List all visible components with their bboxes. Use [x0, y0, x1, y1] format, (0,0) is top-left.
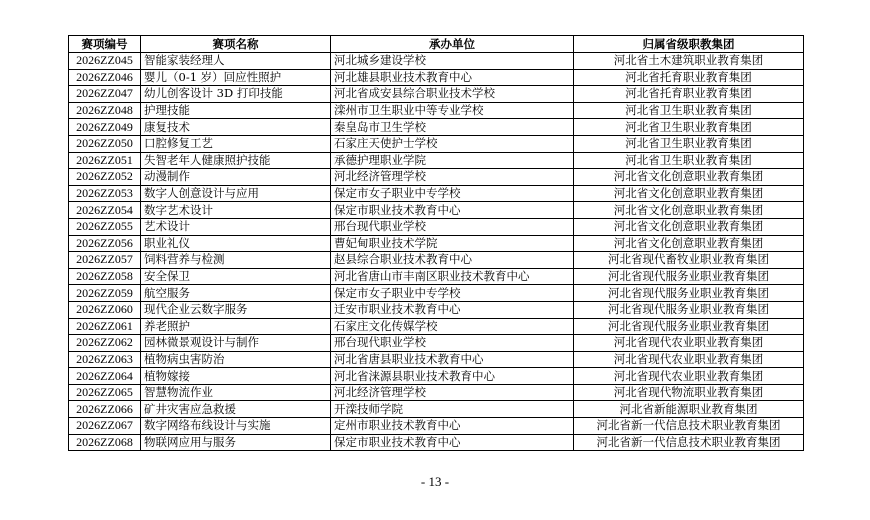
cell-host: 滦州市卫生职业中等专业学校 [331, 102, 574, 119]
table-row [69, 384, 804, 401]
cell-host: 曹妃甸职业技术学院 [331, 235, 574, 252]
cell-name: 口腔修复工艺 [141, 135, 331, 152]
cell-host: 秦皇岛市卫生学校 [331, 119, 574, 136]
cell-group: 河北省托育职业教育集团 [574, 69, 804, 86]
table-row [69, 119, 804, 136]
table-row [69, 301, 804, 318]
cell-host: 迁安市职业技术教育中心 [331, 301, 574, 318]
cell-group: 河北省卫生职业教育集团 [574, 119, 804, 136]
cell-name: 植物病虫害防治 [141, 351, 331, 368]
cell-code: 2026ZZ053 [69, 185, 141, 202]
cell-code: 2026ZZ065 [69, 384, 141, 401]
cell-name: 矿井灾害应急救援 [141, 401, 331, 418]
table-row [69, 418, 804, 435]
cell-name: 饲料营养与检测 [141, 252, 331, 269]
cell-name: 康复技术 [141, 119, 331, 136]
cell-code: 2026ZZ052 [69, 169, 141, 186]
cell-code: 2026ZZ067 [69, 418, 141, 435]
table-row [69, 401, 804, 418]
table-row [69, 102, 804, 119]
cell-group: 河北省文化创意职业教育集团 [574, 185, 804, 202]
cell-host: 定州市职业技术教育中心 [331, 418, 574, 435]
cell-host: 河北经济管理学校 [331, 169, 574, 186]
table-row [69, 318, 804, 335]
cell-name: 艺术设计 [141, 218, 331, 235]
cell-code: 2026ZZ062 [69, 335, 141, 352]
cell-name: 动漫制作 [141, 169, 331, 186]
header-group: 归属省级职教集团 [574, 36, 804, 53]
cell-name: 智慧物流作业 [141, 384, 331, 401]
cell-name: 现代企业云数字服务 [141, 301, 331, 318]
cell-name: 植物嫁接 [141, 368, 331, 385]
cell-name: 园林微景观设计与制作 [141, 335, 331, 352]
cell-group: 河北省现代农业职业教育集团 [574, 368, 804, 385]
table-row [69, 152, 804, 169]
cell-group: 河北省托育职业教育集团 [574, 86, 804, 103]
header-code: 赛项编号 [69, 36, 141, 53]
cell-group: 河北省现代服务业职业教育集团 [574, 268, 804, 285]
cell-host: 河北经济管理学校 [331, 384, 574, 401]
cell-name: 物联网应用与服务 [141, 434, 331, 451]
cell-group: 河北省卫生职业教育集团 [574, 102, 804, 119]
cell-name: 数字艺术设计 [141, 202, 331, 219]
cell-group: 河北省现代畜牧业职业教育集团 [574, 252, 804, 269]
cell-group: 河北省现代农业职业教育集团 [574, 351, 804, 368]
competition-table [68, 35, 804, 451]
cell-group: 河北省文化创意职业教育集团 [574, 235, 804, 252]
cell-code: 2026ZZ068 [69, 434, 141, 451]
table-row [69, 285, 804, 302]
cell-group: 河北省新能源职业教育集团 [574, 401, 804, 418]
cell-name: 失智老年人健康照护技能 [141, 152, 331, 169]
cell-code: 2026ZZ061 [69, 318, 141, 335]
cell-group: 河北省现代服务业职业教育集团 [574, 301, 804, 318]
cell-code: 2026ZZ056 [69, 235, 141, 252]
cell-code: 2026ZZ054 [69, 202, 141, 219]
header-name: 赛项名称 [141, 36, 331, 53]
table-row [69, 185, 804, 202]
cell-code: 2026ZZ051 [69, 152, 141, 169]
cell-name: 养老照护 [141, 318, 331, 335]
cell-code: 2026ZZ063 [69, 351, 141, 368]
table-row [69, 218, 804, 235]
cell-code: 2026ZZ045 [69, 53, 141, 70]
cell-host: 河北雄县职业技术教育中心 [331, 69, 574, 86]
table-row [69, 268, 804, 285]
table-header-row [69, 36, 804, 53]
cell-name: 数字人创意设计与应用 [141, 185, 331, 202]
cell-code: 2026ZZ050 [69, 135, 141, 152]
cell-code: 2026ZZ049 [69, 119, 141, 136]
cell-code: 2026ZZ057 [69, 252, 141, 269]
cell-group: 河北省土木建筑职业教育集团 [574, 53, 804, 70]
cell-host: 石家庄天使护士学校 [331, 135, 574, 152]
table-row [69, 252, 804, 269]
cell-code: 2026ZZ055 [69, 218, 141, 235]
cell-host: 赵县综合职业技术教育中心 [331, 252, 574, 269]
cell-name: 职业礼仪 [141, 235, 331, 252]
cell-group: 河北省现代物流职业教育集团 [574, 384, 804, 401]
cell-code: 2026ZZ059 [69, 285, 141, 302]
cell-host: 保定市女子职业中专学校 [331, 285, 574, 302]
cell-group: 河北省现代服务业职业教育集团 [574, 318, 804, 335]
table-body [69, 53, 804, 451]
table-row [69, 169, 804, 186]
cell-host: 石家庄文化传媒学校 [331, 318, 574, 335]
cell-group: 河北省新一代信息技术职业教育集团 [574, 418, 804, 435]
cell-code: 2026ZZ066 [69, 401, 141, 418]
cell-name: 护理技能 [141, 102, 331, 119]
cell-host: 保定市女子职业中专学校 [331, 185, 574, 202]
cell-name: 安全保卫 [141, 268, 331, 285]
cell-code: 2026ZZ064 [69, 368, 141, 385]
cell-code: 2026ZZ058 [69, 268, 141, 285]
cell-host: 邢台现代职业学校 [331, 335, 574, 352]
table-row [69, 335, 804, 352]
cell-group: 河北省文化创意职业教育集团 [574, 169, 804, 186]
cell-host: 邢台现代职业学校 [331, 218, 574, 235]
cell-name: 智能家装经理人 [141, 53, 331, 70]
cell-host: 开滦技师学院 [331, 401, 574, 418]
cell-host: 保定市职业技术教育中心 [331, 434, 574, 451]
cell-code: 2026ZZ060 [69, 301, 141, 318]
cell-name: 婴儿（0-1 岁）回应性照护 [141, 69, 331, 86]
cell-host: 河北省唐县职业技术教育中心 [331, 351, 574, 368]
cell-host: 承德护理职业学院 [331, 152, 574, 169]
cell-group: 河北省新一代信息技术职业教育集团 [574, 434, 804, 451]
cell-name: 数字网络布线设计与实施 [141, 418, 331, 435]
cell-group: 河北省现代农业职业教育集团 [574, 335, 804, 352]
table-row [69, 202, 804, 219]
table-row [69, 53, 804, 70]
table-row [69, 368, 804, 385]
table-row [69, 135, 804, 152]
table-row [69, 69, 804, 86]
table-row [69, 235, 804, 252]
cell-code: 2026ZZ047 [69, 86, 141, 103]
cell-code: 2026ZZ046 [69, 69, 141, 86]
cell-group: 河北省卫生职业教育集团 [574, 152, 804, 169]
cell-host: 河北省唐山市丰南区职业技术教育中心 [331, 268, 574, 285]
cell-host: 河北省涞源县职业技术教育中心 [331, 368, 574, 385]
cell-name: 幼儿创客设计 3D 打印技能 [141, 86, 331, 103]
table-row [69, 434, 804, 451]
header-host: 承办单位 [331, 36, 574, 53]
cell-group: 河北省文化创意职业教育集团 [574, 202, 804, 219]
page-number: - 13 - [420, 474, 450, 489]
cell-code: 2026ZZ048 [69, 102, 141, 119]
cell-host: 保定市职业技术教育中心 [331, 202, 574, 219]
cell-group: 河北省文化创意职业教育集团 [574, 218, 804, 235]
cell-host: 河北城乡建设学校 [331, 53, 574, 70]
cell-host: 河北省成安县综合职业技术学校 [331, 86, 574, 103]
cell-group: 河北省现代服务业职业教育集团 [574, 285, 804, 302]
cell-group: 河北省卫生职业教育集团 [574, 135, 804, 152]
cell-name: 航空服务 [141, 285, 331, 302]
table-row [69, 86, 804, 103]
table-row [69, 351, 804, 368]
